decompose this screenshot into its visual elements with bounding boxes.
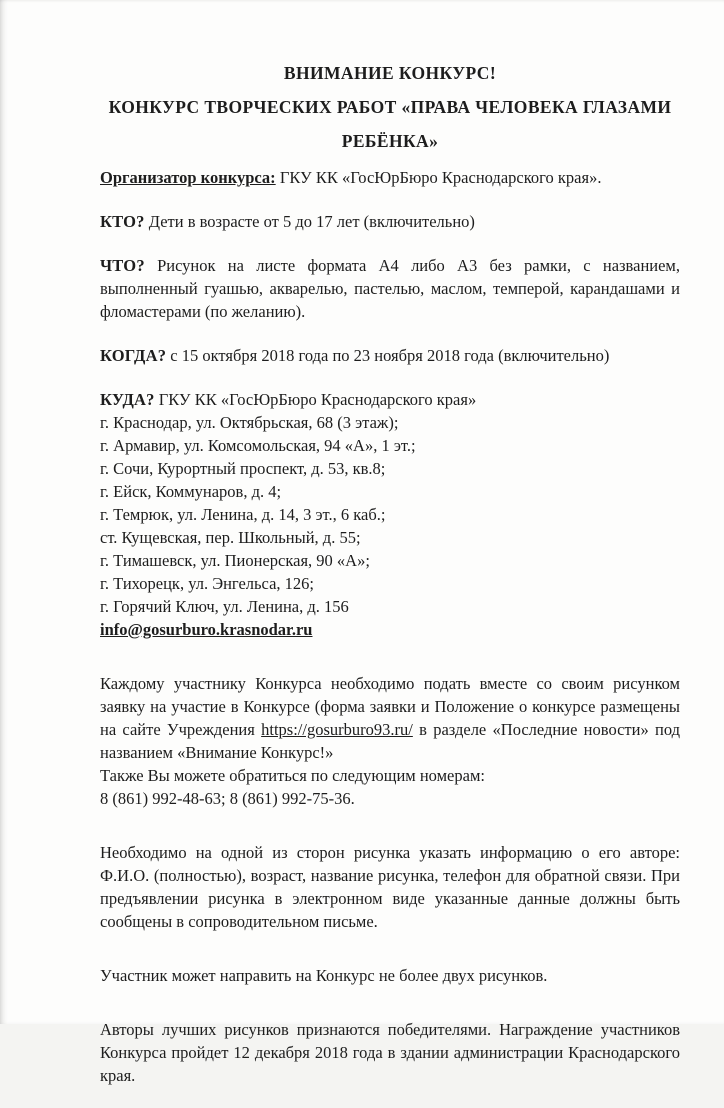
spacer: [100, 1008, 680, 1018]
address-line: г. Темрюк, ул. Ленина, д. 14, 3 эт., 6 каб.;: [100, 505, 386, 524]
limit-paragraph: Участник может направить на Конкурс не более двух рисунков.: [100, 966, 548, 985]
title-line-contest-name: КОНКУРС ТВОРЧЕСКИХ РАБОТ «ПРАВА ЧЕЛОВЕКА ГЛАЗАМИ РЕБЁНКА»: [108, 97, 672, 151]
scan-edge-artifact: [0, 0, 8, 1024]
address-line: г. Сочи, Курортный проспект, д. 53, кв.8;: [100, 459, 386, 478]
application-paragraph: [100, 672, 680, 764]
address-line: г. Краснодар, ул. Октябрьская, 68 (3 этаж);: [100, 413, 399, 432]
website-link: https://gosurburo93.ru/: [261, 720, 413, 739]
section-who: [100, 210, 680, 233]
address-line: г. Ейск, Коммунаров, д. 4;: [100, 482, 282, 501]
address-list: [100, 411, 680, 618]
spacer: [100, 662, 680, 672]
when-label: КОГДА?: [100, 346, 167, 365]
organizer-label: Организатор конкурса:: [100, 168, 276, 187]
spacer: [100, 831, 680, 841]
address-line: г. Горячий Ключ, ул. Ленина, д. 156: [100, 597, 349, 616]
address-line: г. Армавир, ул. Комсомольская, 94 «А», 1 эт.;: [100, 436, 416, 455]
who-text: Дети в возрасте от 5 до 17 лет (включительно): [144, 212, 475, 231]
award-paragraph: Авторы лучших рисунков признаются победителями. Награждение участников Конкурса пройдет 12 декабря 2018 года в здании администрации Краснодарского края.: [100, 1020, 680, 1085]
section-when: [100, 344, 680, 367]
who-label: КТО?: [100, 212, 145, 231]
where-text: ГКУ КК «ГосЮрБюро Краснодарского края»: [154, 390, 477, 409]
document-content: [100, 56, 680, 1108]
address-line: ст. Кущевская, пер. Школьный, д. 55;: [100, 528, 361, 547]
section-where: [100, 388, 680, 411]
address-line: г. Тимашевск, ул. Пионерская, 90 «А»;: [100, 551, 370, 570]
application-text-after-link: в разделе «Последние новости» под названием «Внимание Конкурс!»: [100, 720, 680, 762]
section-what: [100, 254, 680, 323]
when-text: с 15 октября 2018 года по 23 ноября 2018 года (включительно): [166, 346, 610, 365]
author-info-paragraph: Необходимо на одной из сторон рисунка указать информацию о его авторе: Ф.И.О. (полностью), возраст, название рисунка, телефон для обратной связи. При предъявлении рисунка в электронном виде указанные данные должны быть сообщены в сопроводительном письме.: [100, 843, 680, 931]
application-text-before-link: Каждому участнику Конкурса необходимо подать вместе со своим рисунком заявку на участие в Конкурсе (форма заявки и Положение о конкурсе размещены на сайте Учреждения: [100, 674, 680, 739]
phones-intro-line: Также Вы можете обратиться по следующим номерам:: [100, 766, 485, 785]
spacer: [100, 954, 680, 964]
email-link: info@gosurburo.krasnodar.ru: [100, 620, 313, 639]
what-label: ЧТО?: [100, 256, 145, 275]
title-line-announcement: ВНИМАНИЕ КОНКУРС!: [283, 63, 497, 83]
where-label: КУДА?: [100, 390, 155, 409]
organizer-text: ГКУ КК «ГосЮрБюро Краснодарского края».: [275, 168, 602, 187]
phone-numbers-line: 8 (861) 992-48-63; 8 (861) 992-75-36.: [100, 789, 355, 808]
page-title: [100, 56, 680, 158]
address-line: г. Тихорецк, ул. Энгельса, 126;: [100, 574, 314, 593]
what-text: Рисунок на листе формата А4 либо А3 без рамки, с названием, выполненный гуашью, акварелью, пастелью, маслом, темперой, карандашами и фломастерами (по желанию).: [100, 256, 680, 321]
organizer-line: [100, 166, 680, 189]
